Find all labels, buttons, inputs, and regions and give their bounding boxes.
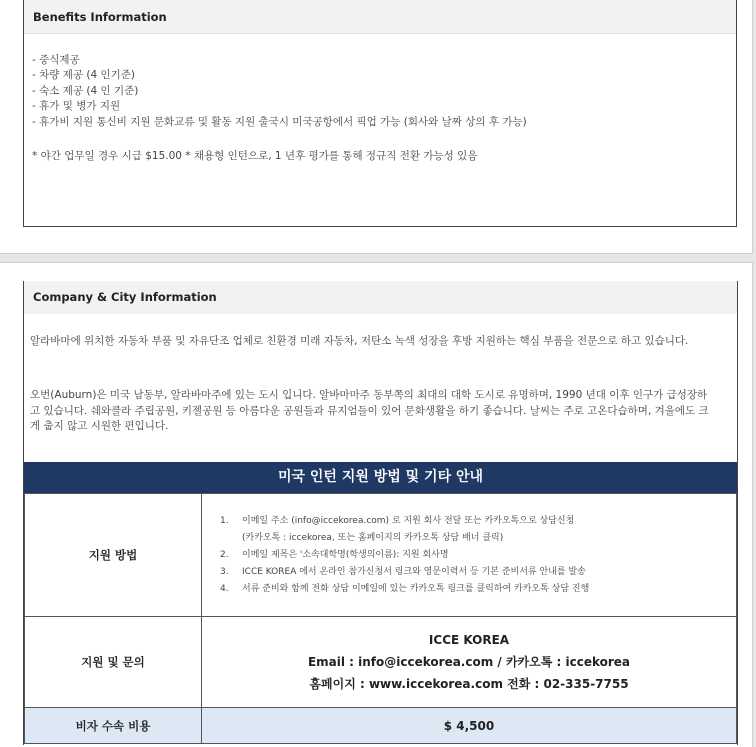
table-row: [25, 708, 737, 744]
step-text: 이메일 제목은 '소속대학명(학생의이름): 지원 회사명: [242, 549, 449, 560]
step-number: 3.: [220, 566, 229, 577]
benefits-section: [23, 0, 737, 227]
step-number: 2.: [220, 549, 229, 560]
list-item: [202, 564, 736, 581]
benefits-note: * 야간 업무일 경우 시급 $15.00 * 채용형 인턴으로, 1 년후 평가를 통해 정규직 전환 가능성 있음: [32, 150, 478, 162]
benefit-item: - 중식제공: [32, 54, 80, 66]
company-section: [23, 281, 738, 745]
benefits-list: [32, 53, 527, 130]
document-page-2: [0, 262, 753, 747]
contact-website-phone[interactable]: 홈페이지 : www.iccekorea.com 전화 : 02-335-7755: [309, 677, 629, 691]
method-steps-cell: [202, 494, 737, 617]
list-item: [202, 581, 736, 598]
application-guide-title: 미국 인턴 지원 방법 및 기타 안내: [24, 462, 737, 493]
company-description: 알라바마에 위치한 자동차 부품 및 자유단조 업체로 친환경 미래 자동차, 저탄소 녹색 성장을 후방 지원하는 핵심 부품을 전문으로 하고 있습니다.: [30, 335, 689, 347]
contact-email[interactable]: Email : info@iccekorea.com / 카카오톡 : iccekorea: [307, 655, 631, 669]
method-label: 지원 방법: [25, 494, 202, 617]
visa-fee-value: $ 4,500: [202, 708, 737, 744]
application-guide-table: [24, 493, 737, 744]
contact-org: ICCE KOREA: [428, 633, 510, 647]
list-item: [202, 513, 736, 530]
benefit-item: - 휴가 및 병가 지원: [32, 100, 121, 113]
document-page-1: [0, 0, 753, 254]
step-text: 이메일 주소 (info@iccekorea.com) 로 지원 회사 전달 또는 카카오톡으로 상담신청: [242, 515, 575, 526]
list-item: [202, 547, 736, 564]
company-heading: Company & City Information: [24, 281, 737, 314]
table-row: [25, 617, 737, 708]
contact-info: [202, 617, 737, 708]
method-steps: [202, 513, 736, 598]
city-description: 오번(Auburn)은 미국 남동부, 알라바마주에 있는 도시 입니다. 알바마마주 동부쪽의 최대의 대학 도시로 유명하며, 1990 년대 이후 인구가 급성장하고 있습니다. 쉐와클라 주립공원, 키젤공원 등 아름다운 공원들과 뮤지엄들이 있어 문화생활을 하기 좋습니다. 날씨는 주로 고온다습하며, 겨울에도 크게 춥지 않고 시원한 편입니다.: [30, 389, 709, 433]
benefits-heading: Benefits Information: [24, 0, 736, 34]
inquiry-label: 지원 및 문의: [25, 617, 202, 708]
visa-fee-label: 비자 수속 비용: [25, 708, 202, 744]
step-subtext: (카카오톡 : iccekorea, 또는 홈페이지의 카카오톡 상담 배너 클릭): [242, 532, 504, 543]
step-text: 서류 준비와 함께 전화 상담 이메일에 있는 카카오톡 링크를 클릭하여 카카오톡 상담 진행: [242, 583, 590, 594]
step-text: ICCE KOREA 에서 온라인 참가신청서 링크와 영문이력서 등 기본 준비서류 안내를 발송: [242, 566, 586, 577]
table-row: [25, 494, 737, 617]
step-number: 1.: [220, 515, 229, 526]
step-number: 4.: [220, 583, 229, 594]
benefit-item: - 차량 제공 (4 인기준): [32, 69, 136, 82]
benefit-item: - 숙소 제공 (4 인 기준): [32, 84, 139, 97]
benefit-item: - 휴가비 지원 통신비 지원 문화교류 및 활동 지원 출국시 미국공항에서 픽업 가능 (회사와 날짜 상의 후 가능): [32, 115, 527, 128]
